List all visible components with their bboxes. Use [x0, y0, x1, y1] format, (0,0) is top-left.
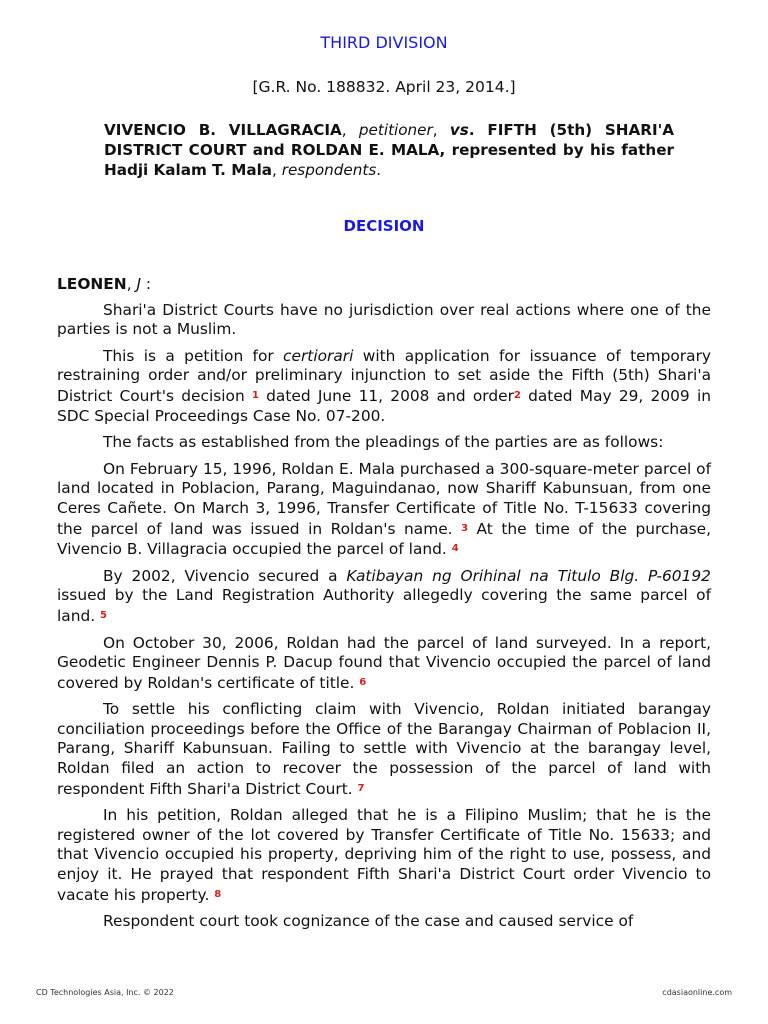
paragraph-text: dated June 11, 2008 and order	[258, 386, 514, 405]
footnote-link[interactable]: 6	[359, 676, 367, 688]
footnote-link[interactable]: 2	[513, 389, 521, 401]
gr-number: [G.R. No. 188832. April 23, 2014.]	[252, 78, 516, 96]
paragraph-text: This is a petition for	[103, 346, 274, 365]
case-parties: VIVENCIO B. VILLAGRACIA, petitioner, vs. FIFTH (5th) SHARI'A DISTRICT COURT and ROLDAN E. MALA, represented by his father Hadji Kalam T. Mala, respondents.	[104, 121, 675, 179]
versus-label: vs	[449, 121, 469, 139]
decision-body	[57, 275, 711, 939]
footer-copyright: CD Technologies Asia, Inc. © 2022	[36, 988, 174, 997]
paragraph-text: with application for issuance of temporary restraining order and/or preliminary injunction to set aside the Fifth (5th) Shari'a District Court's decision	[57, 346, 711, 405]
petitioner-name: VIVENCIO B. VILLAGRACIA	[104, 121, 342, 139]
paragraph-text: In his petition, Roldan alleged that he is a Filipino Muslim; that he is the registered owner of the lot covered by Transfer Certificate of Title No. 15633; and that Vivencio occupied his property, depriving him of the right to use, possess, and enjoy it. He prayed that respondent Fifth Shari'a District Court order Vivencio to vacate his property.	[57, 806, 711, 904]
respondents-label: respondents	[281, 161, 377, 179]
footnote-link[interactable]: 8	[214, 888, 222, 900]
paragraph-text: At the time of the purchase, Vivencio B. Villagracia occupied the parcel of land.	[57, 519, 712, 559]
footnote-link[interactable]: 5	[100, 609, 107, 621]
paragraph-text: On October 30, 2006, Roldan had the parcel of land surveyed. In a report, Geodetic Engineer Dennis P. Dacup found that Vivencio occupied the parcel of land covered by Roldan's certificate of title.	[57, 633, 711, 692]
footer-site: cdasiaonline.com	[662, 988, 732, 997]
ponente: LEONEN, J :	[57, 275, 152, 293]
division-heading: THIRD DIVISION	[320, 33, 448, 52]
italic-term: certiorari	[283, 346, 354, 365]
ponente-title: J	[136, 275, 142, 293]
decision-title: DECISION	[343, 217, 425, 235]
paragraph-text: On February 15, 1996, Roldan E. Mala purchased a 300-square-meter parcel of land located in Poblacion, Parang, Maguindanao, now Shariff Kabunsuan, from one Ceres Cañete. On March 3, 1996, Transfer Certificate of Title No. T-15633 covering the parcel of land was issued in Roldan's name.	[57, 459, 711, 538]
footnote-link[interactable]: 3	[461, 522, 469, 534]
ponente-name: LEONEN	[57, 275, 127, 293]
paragraph-text: issued by the Land Registration Authority allegedly covering the same parcel of land.	[57, 586, 711, 625]
respondents-names: FIFTH (5th) SHARI'A DISTRICT COURT and ROLDAN E. MALA, represented by his father Hadji Kalam T. Mala	[104, 121, 675, 179]
paragraph-text: dated May 29, 2009 in SDC Special Proceedings Case No. 07-200.	[57, 386, 711, 425]
paragraph	[57, 567, 711, 627]
footnote-link[interactable]: 4	[451, 543, 459, 555]
paragraph: Shari'a District Courts have no jurisdiction over real actions where one of the parties is not a Muslim.	[57, 300, 711, 339]
petitioner-label: petitioner	[358, 121, 433, 139]
paragraph	[57, 700, 711, 799]
footnote-link[interactable]: 1	[251, 389, 259, 401]
paragraph-text: To settle his conflicting claim with Vivencio, Roldan initiated barangay conciliation proceedings before the Office of the Barangay Chairman of Poblacion II, Parang, Shariff Kabunsuan. Failing to settle with Vivencio at the barangay level, Roldan filed an action to recover the possession of the parcel of land with respondent Fifth Shari'a District Court.	[57, 700, 711, 798]
italic-term: Katibayan ng Orihinal na Titulo Blg. P-60192	[346, 566, 711, 585]
paragraph: Respondent court took cognizance of the case and caused service of	[103, 912, 634, 931]
paragraph	[57, 460, 711, 560]
footnote-link[interactable]: 7	[357, 782, 365, 794]
paragraph-text: By 2002, Vivencio secured a	[103, 566, 338, 585]
paragraph	[57, 347, 711, 426]
paragraph	[57, 634, 711, 694]
paragraph	[57, 806, 711, 905]
paragraph: The facts as established from the pleadings of the parties are as follows:	[103, 433, 664, 452]
